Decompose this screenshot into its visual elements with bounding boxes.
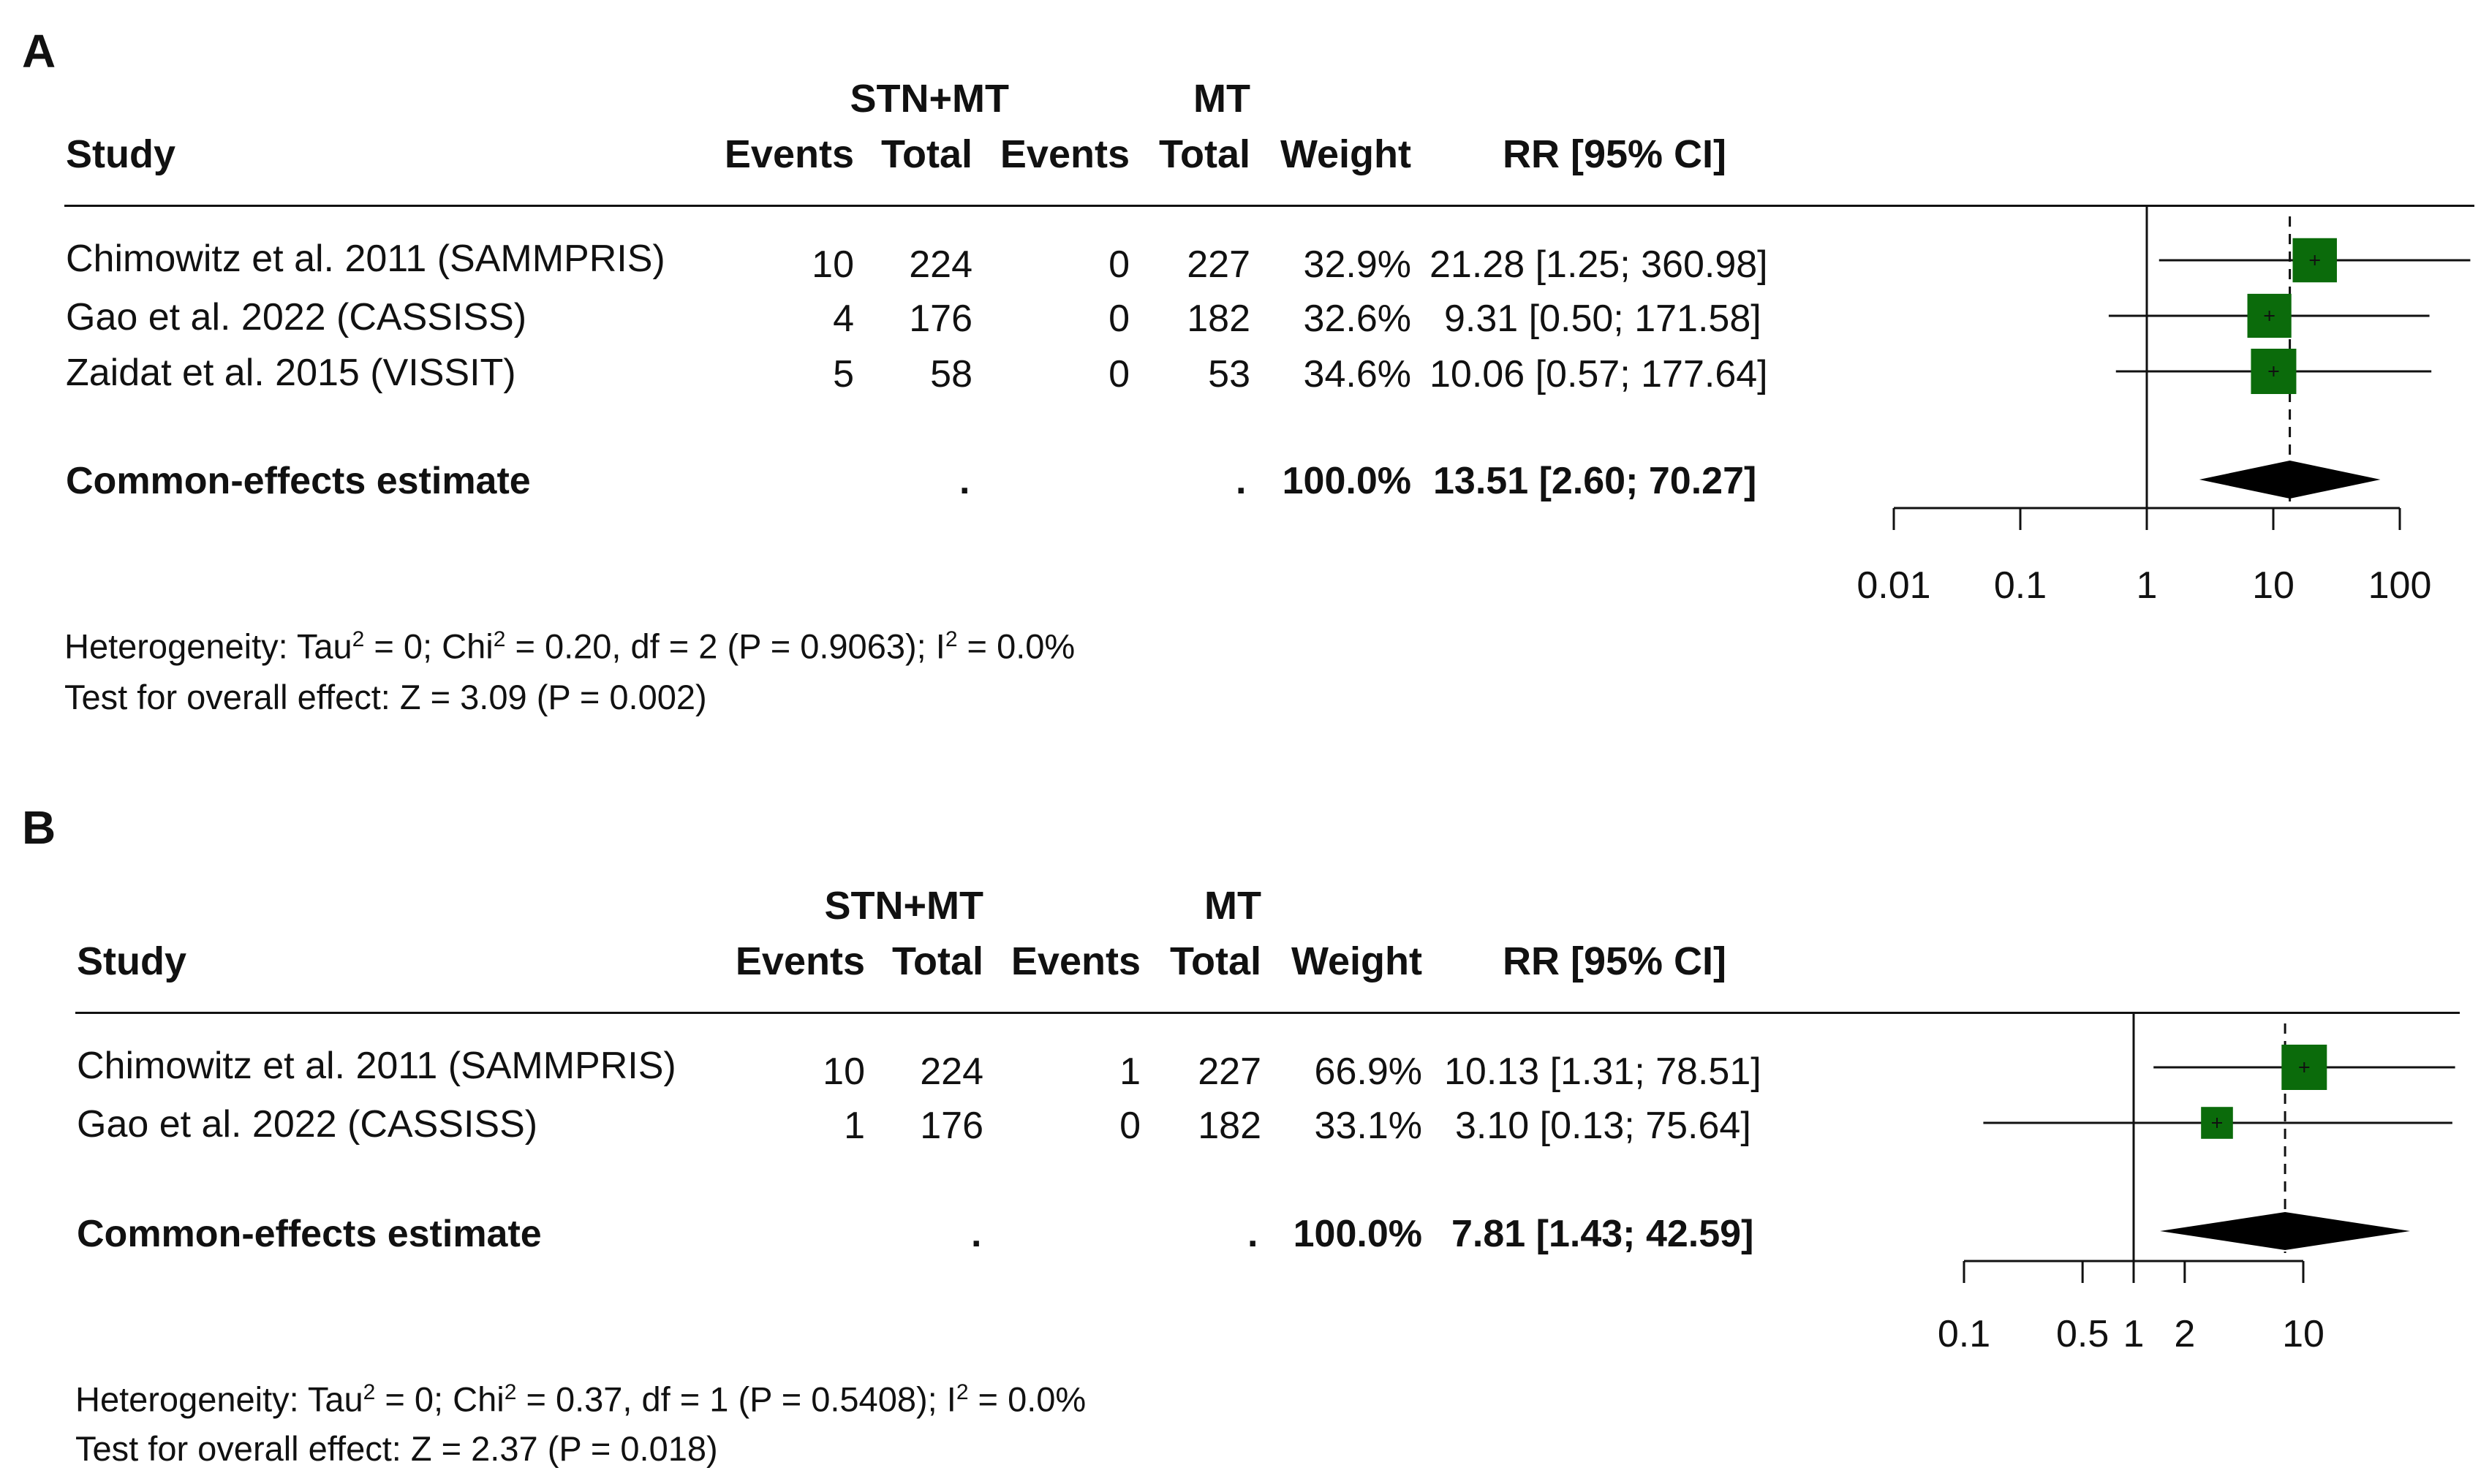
column-header-total: Total (1159, 132, 1250, 176)
x-tick-label: 0.1 (1993, 564, 2047, 607)
x-tick-label: 10 (2252, 564, 2295, 607)
x-tick-label: 10 (2282, 1313, 2324, 1355)
overall-effect-note: Test for overall effect: Z = 2.37 (P = 0.018) (75, 1429, 718, 1468)
weight-value: 32.6% (1303, 298, 1411, 340)
weight-value: 66.9% (1314, 1050, 1422, 1093)
column-header-events: Events (1011, 939, 1141, 983)
study-label: Chimowitz et al. 2011 (SAMMPRIS) (77, 1045, 676, 1087)
events-value: 4 (833, 298, 854, 340)
column-header-events: Events (735, 939, 865, 983)
summary-label: Common-effects estimate (77, 1213, 542, 1255)
summary-diamond (2160, 1212, 2410, 1250)
events-value: 0 (1108, 243, 1130, 286)
rr-value: 21.28 [1.25; 360.98] (1429, 243, 1768, 286)
x-tick-label: 1 (2123, 1313, 2145, 1355)
total-value: 224 (920, 1050, 983, 1093)
summary-weight: 100.0% (1293, 1213, 1422, 1255)
group-header-stn-mt: STN+MT (824, 884, 983, 928)
column-header-events: Events (724, 132, 854, 176)
study-label: Chimowitz et al. 2011 (SAMMPRIS) (66, 238, 665, 280)
x-tick-label: 0.5 (2056, 1313, 2110, 1355)
total-value: 227 (1187, 243, 1250, 286)
rr-value: 3.10 [0.13; 75.64] (1455, 1105, 1751, 1147)
summary-total-dot: . (1236, 460, 1247, 502)
events-value: 10 (823, 1050, 865, 1093)
rr-value: 10.06 [0.57; 177.64] (1429, 353, 1768, 395)
group-header-stn-mt: STN+MT (850, 77, 1009, 121)
summary-weight: 100.0% (1282, 460, 1411, 502)
heterogeneity-note: Heterogeneity: Tau$^2$ = 0; Chi$^2$ = 0.37, df = 1 (P = 0.5408); $I^2 = 0.0\%$ (75, 1379, 1087, 1419)
x-tick-label: 0.01 (1857, 564, 1931, 607)
weight-value: 33.1% (1314, 1105, 1422, 1147)
total-value: 58 (930, 353, 972, 395)
column-header-total: Total (881, 132, 972, 176)
x-tick-label: 0.1 (1937, 1313, 1991, 1355)
total-value: 182 (1198, 1105, 1261, 1147)
summary-diamond (2199, 461, 2381, 499)
x-tick-label: 100 (2368, 564, 2432, 607)
total-value: 53 (1208, 353, 1250, 395)
column-header-weight: Weight (1291, 939, 1422, 983)
summary-label: Common-effects estimate (66, 460, 531, 502)
total-value: 224 (909, 243, 972, 286)
study-label: Zaidat et al. 2015 (VISSIT) (66, 352, 516, 394)
summary-total-dot: . (1247, 1213, 1258, 1255)
x-tick-label: 2 (2174, 1313, 2196, 1355)
events-value: 5 (833, 353, 854, 395)
column-header-rr: RR [95% CI] (1503, 939, 1727, 983)
x-tick-label: 1 (2136, 564, 2158, 607)
total-value: 227 (1198, 1050, 1261, 1093)
summary-total-dot: . (959, 460, 970, 502)
overall-effect-note: Test for overall effect: Z = 3.09 (P = 0.002) (64, 678, 707, 716)
events-value: 0 (1108, 353, 1130, 395)
column-header-study: Study (77, 939, 187, 983)
total-value: 176 (909, 298, 972, 340)
panel-label: B (22, 801, 56, 854)
events-value: 1 (1119, 1050, 1141, 1093)
column-header-events: Events (1000, 132, 1130, 176)
column-header-weight: Weight (1280, 132, 1411, 176)
column-header-study: Study (66, 132, 176, 176)
column-header-total: Total (1170, 939, 1261, 983)
total-value: 176 (920, 1105, 983, 1147)
weight-value: 34.6% (1303, 353, 1411, 395)
events-value: 0 (1119, 1105, 1141, 1147)
events-value: 1 (844, 1105, 865, 1147)
summary-rr: 7.81 [1.43; 42.59] (1451, 1213, 1754, 1255)
rr-value: 9.31 [0.50; 171.58] (1444, 298, 1761, 340)
column-header-rr: RR [95% CI] (1503, 132, 1727, 176)
heterogeneity-note: Heterogeneity: Tau$^2$ = 0; Chi$^2$ = 0.20, df = 2 (P = 0.9063); $I^2 = 0.0\%$ (64, 626, 1076, 666)
study-label: Gao et al. 2022 (CASSISS) (77, 1103, 538, 1146)
events-value: 0 (1108, 298, 1130, 340)
group-header-mt: MT (1204, 884, 1261, 928)
panel-label: A (22, 25, 56, 77)
group-header-mt: MT (1193, 77, 1250, 121)
total-value: 182 (1187, 298, 1250, 340)
column-header-total: Total (892, 939, 983, 983)
rr-value: 10.13 [1.31; 78.51] (1444, 1050, 1761, 1093)
study-label: Gao et al. 2022 (CASSISS) (66, 296, 527, 338)
summary-rr: 13.51 [2.60; 70.27] (1433, 460, 1757, 502)
summary-total-dot: . (971, 1213, 982, 1255)
weight-value: 32.9% (1303, 243, 1411, 286)
events-value: 10 (812, 243, 854, 286)
